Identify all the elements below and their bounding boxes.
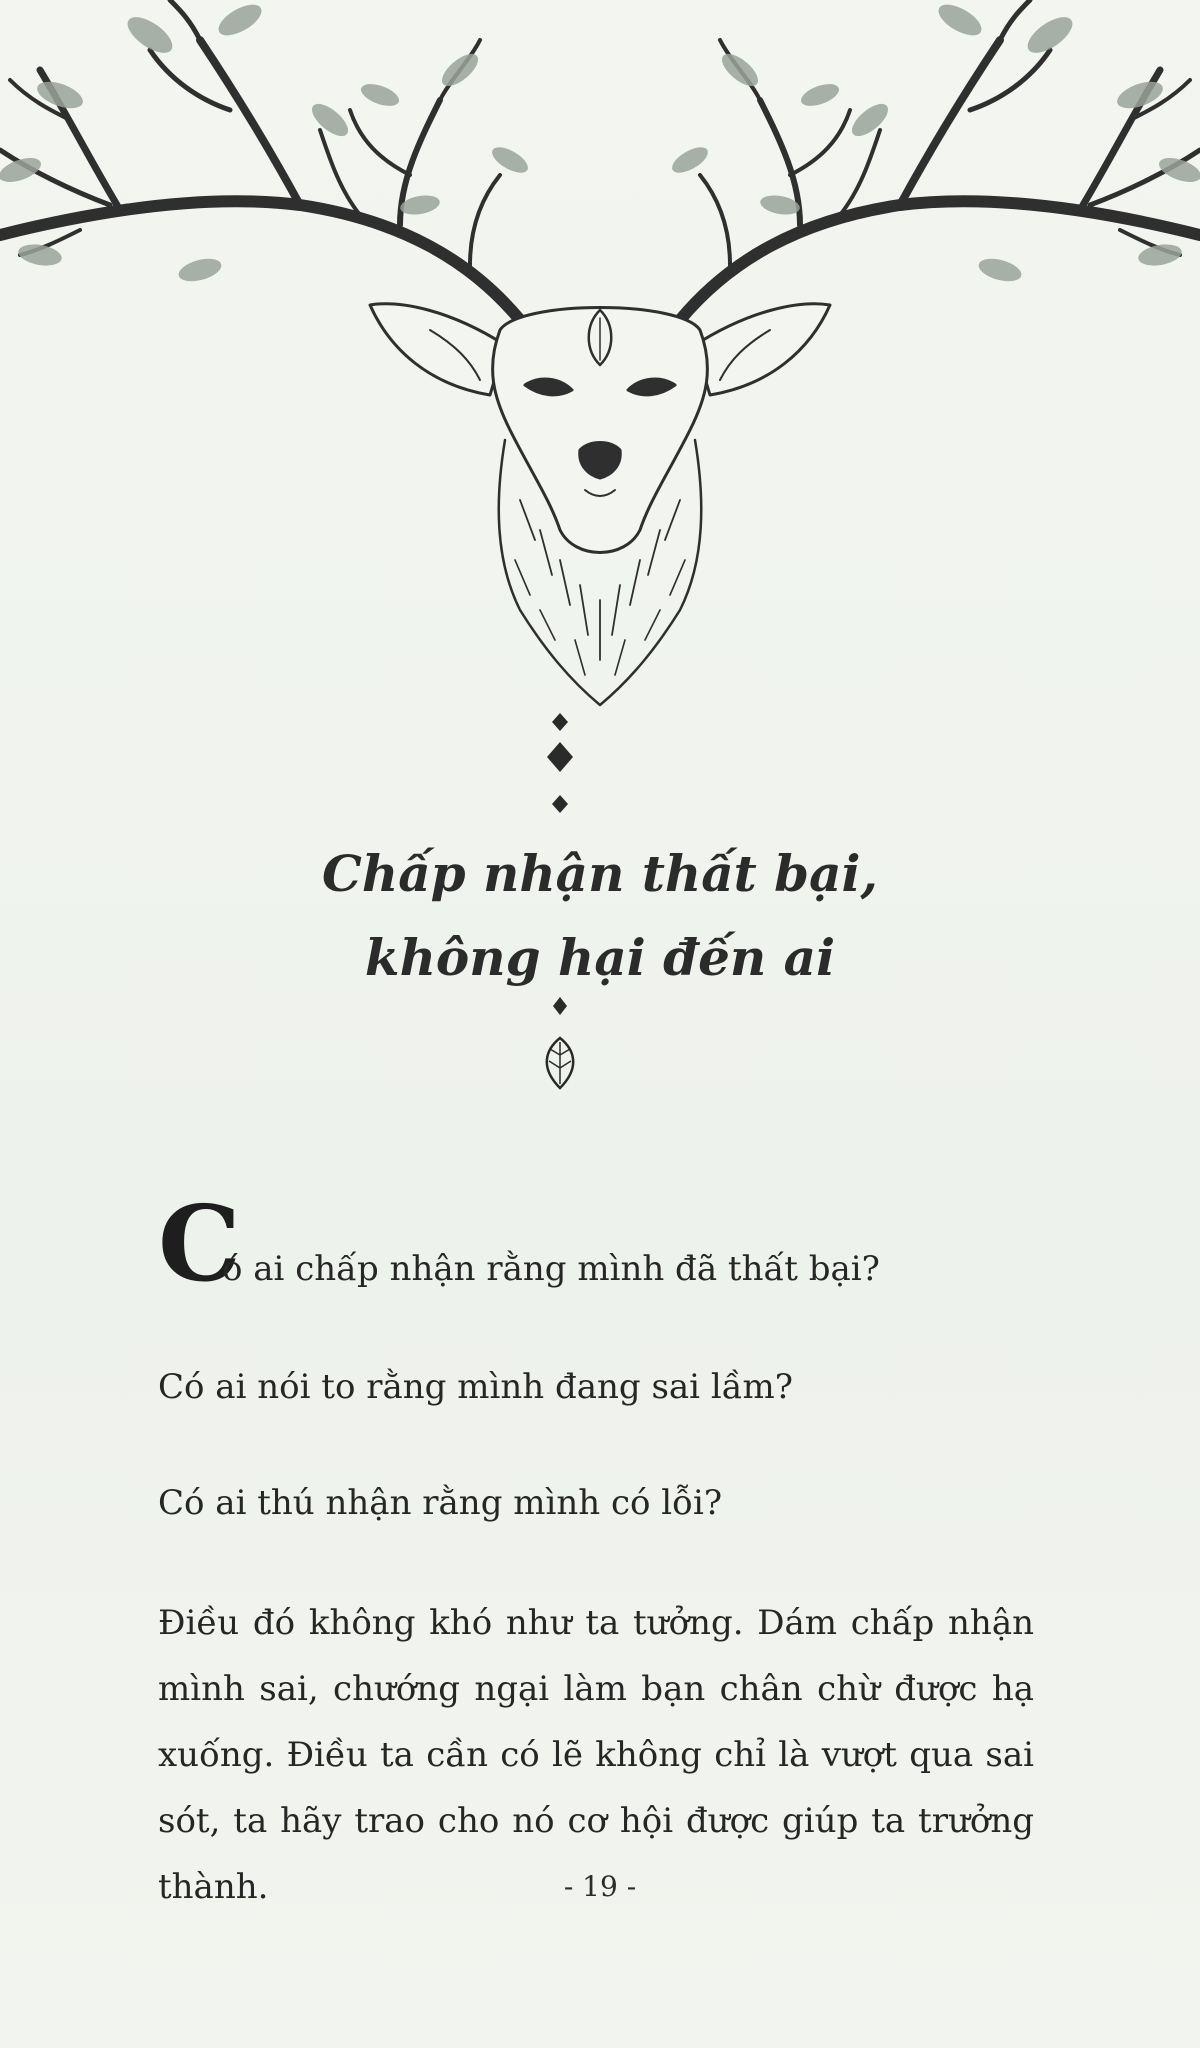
body-text xyxy=(158,1182,1034,1920)
body-line-2: Có ai nói to rằng mình đang sai lầm? xyxy=(158,1367,794,1407)
page-number: - 19 - xyxy=(563,1870,637,1903)
body-paragraph: Điều đó không khó như ta tưởng. Dám chấp nhận mình sai, chướng ngại làm bạn chân chừ được hạ xuống. Điều ta cần có lẽ không chỉ là vượt qua sai sót, ta hãy trao cho nó cơ hội được giúp ta trưởng thành. xyxy=(158,1603,1034,1907)
body-line-1: ó ai chấp nhận rằng mình đã thất bại? xyxy=(222,1249,880,1289)
dropcap-letter: C xyxy=(158,1182,241,1305)
chapter-title-line-2: không hại đến ai xyxy=(364,928,836,987)
chapter-title-line-1: Chấp nhận thất bại, xyxy=(322,844,878,903)
dropcap-line xyxy=(158,1182,1034,1310)
body-line-3: Có ai thú nhận rằng mình có lỗi? xyxy=(158,1483,723,1523)
